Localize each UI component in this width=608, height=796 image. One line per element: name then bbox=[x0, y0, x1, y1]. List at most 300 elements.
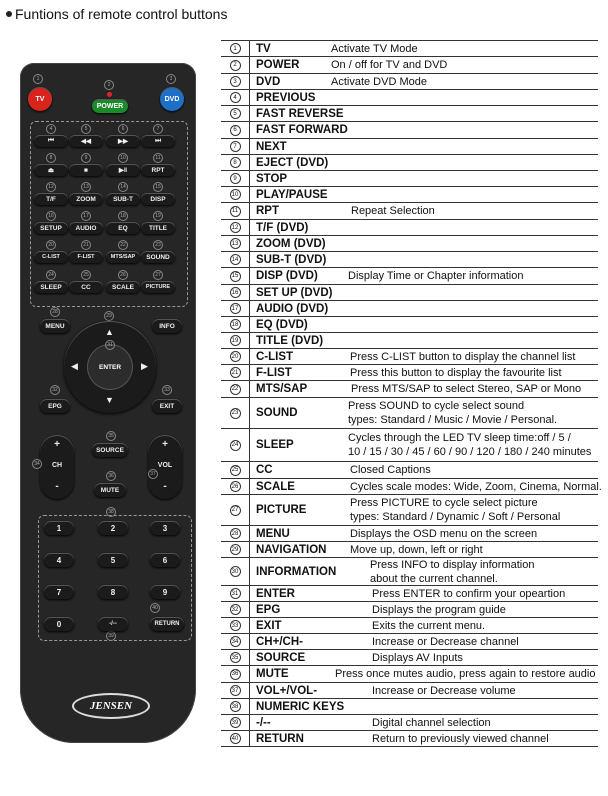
sleep-button[interactable]: SLEEP bbox=[34, 281, 68, 293]
table-row bbox=[221, 495, 598, 526]
description-line: about the current channel. bbox=[370, 572, 498, 585]
table-row bbox=[221, 285, 598, 301]
table-row bbox=[221, 90, 598, 106]
row-number: 19 bbox=[230, 335, 241, 346]
button-description bbox=[372, 716, 491, 730]
mute-button[interactable]: MUTE bbox=[94, 483, 126, 497]
row-number-cell bbox=[221, 715, 250, 730]
row-number-cell bbox=[221, 634, 250, 649]
button-description bbox=[372, 635, 519, 649]
button-name: F-LIST bbox=[256, 366, 292, 379]
table-row bbox=[221, 602, 598, 618]
previous-button[interactable]: ⏮ bbox=[34, 135, 68, 147]
button-description bbox=[348, 399, 557, 427]
remote-control bbox=[20, 63, 196, 743]
callout-22: 22 bbox=[118, 240, 128, 250]
description-line: Press SOUND to cycle select sound bbox=[348, 400, 525, 412]
table-row bbox=[221, 542, 598, 558]
description-line: On / off for TV and DVD bbox=[331, 59, 448, 71]
callout-27: 27 bbox=[153, 270, 163, 280]
button-description bbox=[350, 480, 602, 494]
row-number-cell bbox=[221, 429, 250, 461]
description-line: Activate DVD Mode bbox=[331, 75, 427, 88]
dvd-button[interactable]: DVD bbox=[160, 87, 184, 111]
key-2[interactable]: 2 bbox=[98, 521, 128, 535]
row-number-cell bbox=[221, 220, 250, 235]
row-number-cell bbox=[221, 526, 250, 541]
button-name: SLEEP bbox=[256, 439, 294, 451]
callout-1: 1 bbox=[33, 74, 43, 84]
row-number-cell bbox=[221, 268, 250, 284]
tf-button[interactable]: T/F bbox=[34, 193, 68, 205]
callout-26: 26 bbox=[118, 270, 128, 280]
key-1[interactable]: 1 bbox=[44, 521, 74, 535]
clist-button[interactable]: C-LIST bbox=[34, 251, 68, 263]
callout-36: 36 bbox=[106, 471, 116, 481]
volume-up-icon[interactable]: + bbox=[162, 439, 168, 450]
button-description bbox=[372, 651, 463, 665]
button-name: EQ (DVD) bbox=[256, 318, 308, 331]
cc-button[interactable]: CC bbox=[69, 281, 103, 293]
flist-button[interactable]: F-LIST bbox=[69, 251, 103, 263]
button-name: CC bbox=[256, 464, 273, 476]
row-number: 3 bbox=[230, 76, 241, 87]
button-name: SET UP (DVD) bbox=[256, 286, 333, 299]
button-description bbox=[350, 527, 537, 541]
key-6[interactable]: 6 bbox=[150, 553, 180, 567]
row-number: 13 bbox=[230, 238, 241, 249]
callout-39: 39 bbox=[106, 631, 116, 641]
button-name: INFORMATION bbox=[256, 565, 337, 578]
row-number: 21 bbox=[230, 367, 241, 378]
callout-12: 12 bbox=[46, 182, 56, 192]
callout-16: 16 bbox=[46, 211, 56, 221]
eject-button[interactable]: ⏏ bbox=[34, 164, 68, 176]
row-number: 39 bbox=[230, 717, 241, 728]
row-number: 33 bbox=[230, 620, 241, 631]
description-line: 10 / 15 / 30 / 45 / 60 / 90 / 120 / 180 / 240 minutes bbox=[348, 446, 592, 458]
row-number-cell bbox=[221, 317, 250, 332]
next-button[interactable]: ⏭ bbox=[141, 135, 175, 147]
audio-button[interactable]: AUDIO bbox=[69, 222, 103, 234]
tv-button[interactable]: TV bbox=[28, 87, 52, 111]
row-number-cell bbox=[221, 618, 250, 633]
callout-9: 9 bbox=[81, 153, 91, 163]
row-number-cell bbox=[221, 650, 250, 665]
callout-20: 20 bbox=[46, 240, 56, 250]
description-line: Press once mutes audio, press again to restore audio bbox=[335, 668, 596, 680]
page-title-text: Funtions of remote control buttons bbox=[15, 6, 228, 22]
functions-table bbox=[221, 40, 602, 747]
callout-29: 29 bbox=[104, 311, 114, 321]
table-row bbox=[221, 317, 598, 333]
table-row bbox=[221, 731, 598, 747]
description-line: Cycles through the LED TV sleep time:off / 5 / bbox=[348, 432, 571, 444]
row-number-cell bbox=[221, 155, 250, 170]
menu-button[interactable]: MENU bbox=[40, 319, 70, 333]
callout-32: 32 bbox=[50, 385, 60, 395]
button-description bbox=[372, 603, 506, 617]
volume-down-icon[interactable]: - bbox=[163, 481, 167, 492]
row-number-cell bbox=[221, 139, 250, 154]
arrow-left-icon[interactable]: ◀ bbox=[71, 361, 78, 371]
button-name: -/-- bbox=[256, 716, 271, 729]
callout-5: 5 bbox=[81, 124, 91, 134]
row-number: 7 bbox=[230, 141, 241, 152]
callout-28: 28 bbox=[50, 307, 60, 317]
table-row bbox=[221, 558, 598, 586]
table-row bbox=[221, 268, 598, 285]
row-number: 26 bbox=[230, 481, 241, 492]
description-line: types: Standard / Music / Movie / Personal. bbox=[348, 414, 558, 426]
row-number: 5 bbox=[230, 108, 241, 119]
return-button[interactable]: RETURN bbox=[150, 617, 184, 631]
table-row bbox=[221, 236, 598, 252]
callout-10: 10 bbox=[118, 153, 128, 163]
table-row bbox=[221, 252, 598, 268]
table-row bbox=[221, 526, 598, 542]
row-number-cell bbox=[221, 365, 250, 380]
source-button[interactable]: SOURCE bbox=[92, 443, 128, 457]
table-row bbox=[221, 155, 598, 171]
navigation-pad[interactable] bbox=[64, 321, 156, 413]
row-number: 30 bbox=[230, 566, 241, 577]
row-number-cell bbox=[221, 57, 250, 73]
channel-rocker[interactable] bbox=[40, 435, 74, 499]
description-line: Displays AV Inputs bbox=[372, 651, 463, 664]
row-number: 34 bbox=[230, 636, 241, 647]
button-name: ENTER bbox=[256, 587, 295, 600]
volume-rocker[interactable] bbox=[148, 435, 182, 499]
button-name: C-LIST bbox=[256, 350, 294, 363]
row-number: 17 bbox=[230, 303, 241, 314]
button-description bbox=[350, 496, 560, 524]
callout-3: 3 bbox=[166, 74, 176, 84]
row-number: 24 bbox=[230, 440, 241, 451]
table-row bbox=[221, 57, 598, 74]
row-number-cell bbox=[221, 683, 250, 698]
description-line: Displays the program guide bbox=[372, 603, 506, 616]
button-name: EPG bbox=[256, 603, 281, 616]
description-line: Press PICTURE to cycle select picture bbox=[350, 497, 538, 509]
row-number-cell bbox=[221, 122, 250, 138]
row-number-cell bbox=[221, 542, 250, 557]
button-name: FAST REVERSE bbox=[256, 107, 344, 120]
table-row bbox=[221, 203, 598, 220]
button-description bbox=[348, 269, 523, 283]
title-button[interactable]: TITLE bbox=[141, 222, 175, 234]
table-row bbox=[221, 650, 598, 666]
callout-40: 40 bbox=[150, 603, 160, 613]
table-row bbox=[221, 349, 598, 365]
callout-31: 31 bbox=[105, 340, 115, 350]
fast-forward-button[interactable]: ▶▶ bbox=[106, 135, 140, 147]
button-description bbox=[372, 684, 516, 698]
row-number-cell bbox=[221, 41, 250, 56]
table-row bbox=[221, 479, 602, 495]
button-name: PREVIOUS bbox=[256, 91, 316, 104]
row-number: 29 bbox=[230, 544, 241, 555]
key-8[interactable]: 8 bbox=[98, 585, 128, 599]
button-name: NEXT bbox=[256, 140, 287, 153]
callout-19: 19 bbox=[153, 211, 163, 221]
button-description bbox=[331, 58, 447, 72]
key-9[interactable]: 9 bbox=[150, 585, 180, 599]
eq-button[interactable]: EQ bbox=[106, 222, 140, 234]
subt-button[interactable]: SUB-T bbox=[106, 193, 140, 205]
button-description bbox=[372, 619, 485, 633]
description-line: Return to previously viewed channel bbox=[372, 732, 549, 745]
row-number-cell bbox=[221, 699, 250, 714]
callout-37: 37 bbox=[148, 469, 158, 479]
row-number-cell bbox=[221, 74, 250, 89]
button-name: MTS/SAP bbox=[256, 383, 308, 395]
row-number: 31 bbox=[230, 588, 241, 599]
description-line: Activate TV Mode bbox=[331, 42, 418, 55]
button-name: TITLE (DVD) bbox=[256, 334, 324, 347]
power-button[interactable]: POWER bbox=[92, 99, 128, 113]
callout-15: 15 bbox=[153, 182, 163, 192]
table-row bbox=[221, 462, 598, 479]
row-number-cell bbox=[221, 731, 250, 746]
row-number-cell bbox=[221, 479, 250, 494]
row-number: 15 bbox=[230, 271, 241, 282]
button-description bbox=[331, 75, 427, 89]
description-line: Closed Captions bbox=[350, 464, 431, 476]
row-number: 27 bbox=[230, 505, 241, 516]
key-4[interactable]: 4 bbox=[44, 553, 74, 567]
play-pause-button[interactable]: ▶‖ bbox=[106, 164, 140, 176]
info-button[interactable]: INFO bbox=[152, 319, 182, 333]
table-row bbox=[221, 106, 598, 122]
row-number-cell bbox=[221, 333, 250, 348]
button-name: CH+/CH- bbox=[256, 635, 303, 648]
callout-34: 34 bbox=[32, 459, 42, 469]
row-number-cell bbox=[221, 252, 250, 267]
callout-14: 14 bbox=[118, 182, 128, 192]
row-number-cell bbox=[221, 381, 250, 397]
button-name: SUB-T (DVD) bbox=[256, 253, 327, 266]
button-name: VOL+/VOL- bbox=[256, 684, 318, 697]
row-number-cell bbox=[221, 495, 250, 525]
row-number: 2 bbox=[230, 60, 241, 71]
arrow-up-icon[interactable]: ▲ bbox=[105, 327, 114, 337]
button-description bbox=[351, 204, 435, 218]
button-description bbox=[335, 667, 595, 681]
channel-down-icon[interactable]: - bbox=[55, 481, 59, 492]
scale-button[interactable]: SCALE bbox=[106, 281, 140, 293]
callout-11: 11 bbox=[153, 153, 163, 163]
button-description bbox=[350, 463, 431, 477]
row-number-cell bbox=[221, 203, 250, 219]
row-number: 16 bbox=[230, 287, 241, 298]
description-line: types: Standard / Dynamic / Soft / Personal bbox=[350, 511, 561, 523]
button-name: SCALE bbox=[256, 480, 295, 493]
button-name: MENU bbox=[256, 527, 290, 540]
description-line: Press C-LIST button to display the channel list bbox=[350, 350, 576, 363]
table-row bbox=[221, 187, 598, 203]
table-row bbox=[221, 683, 598, 699]
button-description bbox=[370, 558, 534, 586]
button-name: EXIT bbox=[256, 619, 282, 632]
key-7[interactable]: 7 bbox=[44, 585, 74, 599]
stop-button[interactable]: ■ bbox=[69, 164, 103, 176]
row-number-cell bbox=[221, 398, 250, 428]
description-line: Increase or Decrease channel bbox=[372, 635, 519, 648]
channel-label: CH bbox=[51, 462, 63, 469]
jensen-logo: JENSEN bbox=[72, 693, 150, 719]
row-number: 28 bbox=[230, 528, 241, 539]
row-number: 14 bbox=[230, 254, 241, 265]
zoom-button[interactable]: ZOOM bbox=[69, 193, 103, 205]
description-line: Digital channel selection bbox=[372, 716, 491, 729]
key-dash[interactable]: -/-- bbox=[98, 617, 128, 631]
button-name: RPT bbox=[256, 205, 279, 217]
description-line: Press INFO to display information bbox=[370, 558, 535, 571]
description-line: Press ENTER to confirm your opeartion bbox=[372, 587, 566, 600]
exit-button[interactable]: EXIT bbox=[152, 399, 182, 413]
button-name: EJECT (DVD) bbox=[256, 156, 329, 169]
callout-17: 17 bbox=[81, 211, 91, 221]
row-number-cell bbox=[221, 171, 250, 186]
button-name: SOUND bbox=[256, 407, 298, 419]
rpt-button[interactable]: RPT bbox=[141, 164, 175, 176]
description-line: Press this button to display the favourite list bbox=[350, 366, 562, 379]
description-line: Move up, down, left or right bbox=[350, 543, 483, 556]
row-number-cell bbox=[221, 106, 250, 121]
button-name: SOURCE bbox=[256, 651, 306, 664]
button-name: NUMERIC KEYS bbox=[256, 700, 345, 713]
description-line: Exits the current menu. bbox=[372, 619, 486, 632]
row-number: 35 bbox=[230, 652, 241, 663]
row-number: 25 bbox=[230, 465, 241, 476]
description-line: Press MTS/SAP to select Stereo, SAP or Mono bbox=[351, 383, 582, 395]
callout-25: 25 bbox=[81, 270, 91, 280]
button-name: T/F (DVD) bbox=[256, 221, 309, 234]
button-description bbox=[331, 42, 418, 56]
row-number-cell bbox=[221, 602, 250, 617]
button-description bbox=[348, 431, 591, 459]
row-number-cell bbox=[221, 558, 250, 585]
fast-reverse-button[interactable]: ◀◀ bbox=[69, 135, 103, 147]
description-line: Displays the OSD menu on the screen bbox=[350, 527, 538, 540]
button-name: MUTE bbox=[256, 668, 289, 680]
description-line: Display Time or Chapter information bbox=[348, 270, 524, 282]
row-number-cell bbox=[221, 187, 250, 202]
row-number: 10 bbox=[230, 189, 241, 200]
key-3[interactable]: 3 bbox=[150, 521, 180, 535]
row-number-cell bbox=[221, 666, 250, 682]
row-number: 18 bbox=[230, 319, 241, 330]
table-row bbox=[221, 365, 598, 381]
callout-7: 7 bbox=[153, 124, 163, 134]
callout-6: 6 bbox=[118, 124, 128, 134]
epg-button[interactable]: EPG bbox=[40, 399, 70, 413]
button-name: FAST FORWARD bbox=[256, 124, 348, 136]
row-number-cell bbox=[221, 301, 250, 316]
row-number-cell bbox=[221, 236, 250, 251]
mts-sap-button[interactable]: MTS/SAP bbox=[106, 251, 140, 263]
button-description bbox=[372, 587, 565, 601]
key-0[interactable]: 0 bbox=[44, 617, 74, 631]
description-line: Cycles scale modes: Wide, Zoom, Cinema, Normal. bbox=[350, 480, 602, 493]
button-name: STOP bbox=[256, 172, 288, 185]
table-row bbox=[221, 586, 598, 602]
button-name: TV bbox=[256, 42, 271, 55]
row-number: 20 bbox=[230, 351, 241, 362]
row-number: 4 bbox=[230, 92, 241, 103]
arrow-right-icon[interactable]: ▶ bbox=[141, 361, 148, 371]
table-row bbox=[221, 74, 598, 90]
row-number: 40 bbox=[230, 733, 241, 744]
row-number: 37 bbox=[230, 685, 241, 696]
row-number: 38 bbox=[230, 701, 241, 712]
callout-23: 23 bbox=[153, 240, 163, 250]
button-name: DVD bbox=[256, 75, 281, 88]
picture-button[interactable]: PICTURE bbox=[141, 281, 175, 293]
callout-8: 8 bbox=[46, 153, 56, 163]
arrow-down-icon[interactable]: ▼ bbox=[105, 395, 114, 405]
row-number: 12 bbox=[230, 222, 241, 233]
row-number-cell bbox=[221, 349, 250, 364]
key-5[interactable]: 5 bbox=[98, 553, 128, 567]
table-row bbox=[221, 715, 598, 731]
row-number-cell bbox=[221, 285, 250, 300]
button-description bbox=[350, 366, 562, 380]
button-name: DISP (DVD) bbox=[256, 270, 318, 282]
row-number: 6 bbox=[230, 125, 241, 136]
button-name: ZOOM (DVD) bbox=[256, 237, 326, 250]
callout-18: 18 bbox=[118, 211, 128, 221]
row-number-cell bbox=[221, 586, 250, 601]
table-row bbox=[221, 381, 598, 398]
enter-button[interactable]: ENTER bbox=[88, 345, 132, 389]
table-row bbox=[221, 139, 598, 155]
description-line: Repeat Selection bbox=[351, 205, 435, 217]
table-row bbox=[221, 220, 598, 236]
row-number: 11 bbox=[230, 206, 241, 217]
power-led-icon bbox=[107, 92, 112, 97]
table-row bbox=[221, 666, 598, 683]
callout-35: 35 bbox=[106, 431, 116, 441]
sound-button[interactable]: SOUND bbox=[141, 251, 175, 263]
setup-button[interactable]: SETUP bbox=[34, 222, 68, 234]
button-description bbox=[350, 543, 483, 557]
button-name: PLAY/PAUSE bbox=[256, 188, 328, 201]
disp-button[interactable]: DISP bbox=[141, 193, 175, 205]
callout-2: 2 bbox=[104, 80, 114, 90]
button-name: NAVIGATION bbox=[256, 543, 327, 556]
callout-4: 4 bbox=[46, 124, 56, 134]
callout-13: 13 bbox=[81, 182, 91, 192]
row-number: 9 bbox=[230, 173, 241, 184]
description-line: Increase or Decrease volume bbox=[372, 684, 516, 697]
table-row bbox=[221, 429, 598, 462]
button-name: AUDIO (DVD) bbox=[256, 302, 329, 315]
table-row bbox=[221, 333, 598, 349]
table-row bbox=[221, 398, 598, 429]
table-row bbox=[221, 122, 598, 139]
bullet-icon bbox=[6, 11, 12, 17]
page-title bbox=[6, 6, 227, 22]
channel-up-icon[interactable]: + bbox=[54, 439, 60, 450]
row-number: 32 bbox=[230, 604, 241, 615]
row-number-cell bbox=[221, 90, 250, 105]
table-row bbox=[221, 41, 598, 57]
row-number: 1 bbox=[230, 43, 241, 54]
table-row bbox=[221, 171, 598, 187]
table-row bbox=[221, 634, 598, 650]
